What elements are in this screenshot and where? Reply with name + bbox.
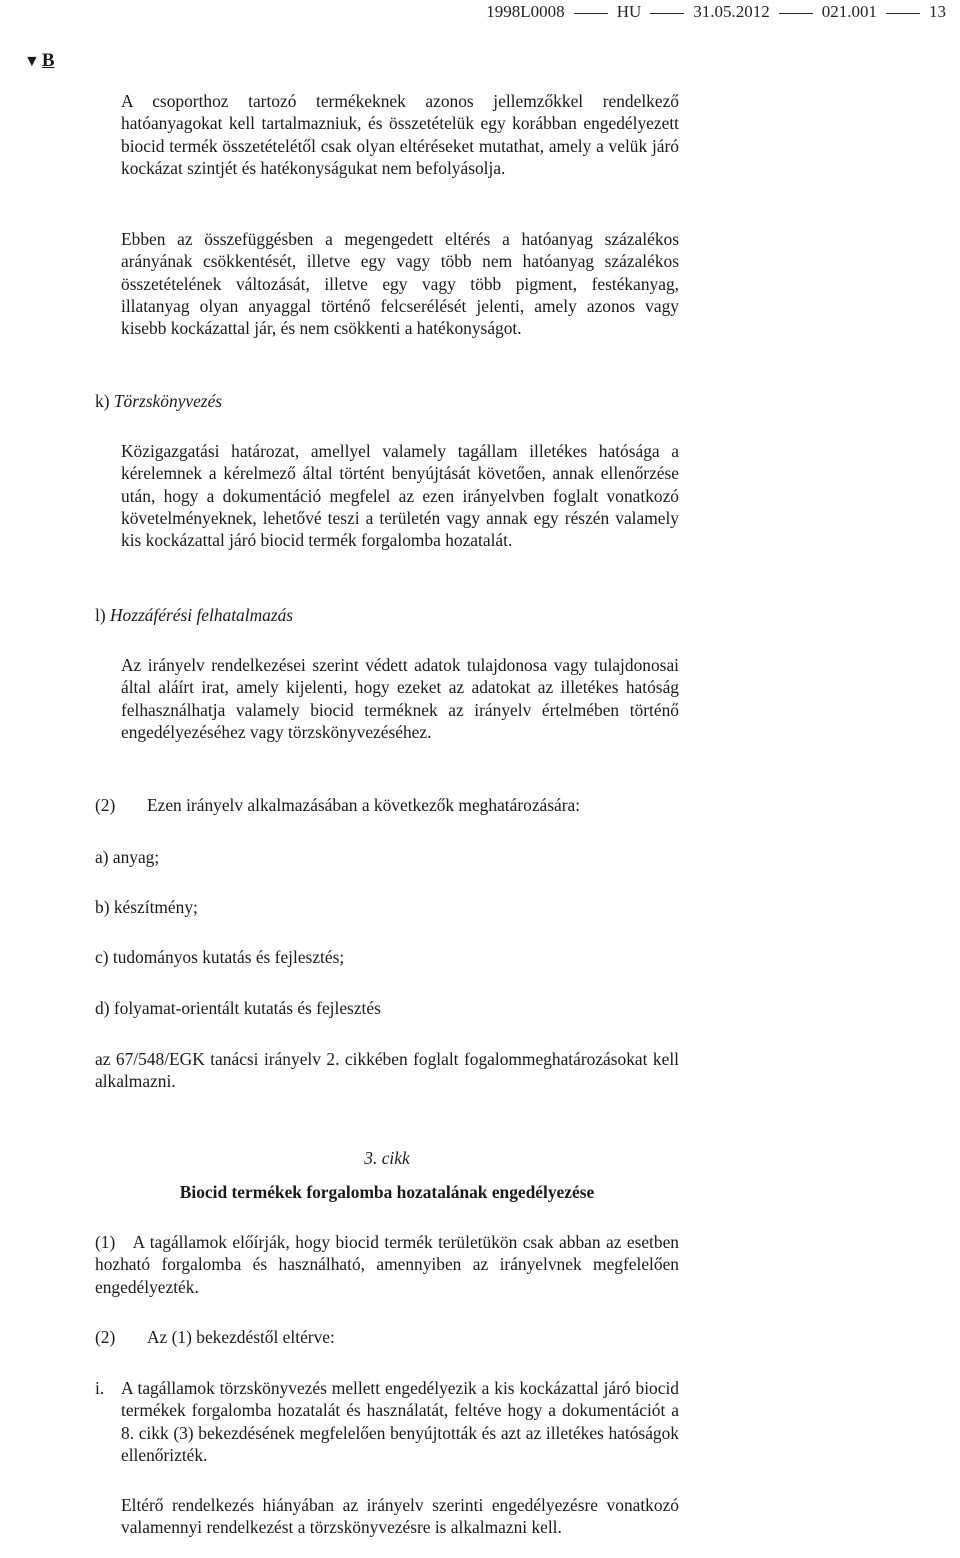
closing-paragraph: az 67/548/EGK tanácsi irányelv 2. cikkében foglalt fogalommeghatározásokat kell alkalmazni. xyxy=(95,1049,679,1092)
article-paragraph-1: (1) A tagállamok előírják, hogy biocid termék területükön csak abban az esetben hozható forgalomba és használható, amennyiben az irányelvnek megfelelően engedélyezték. xyxy=(95,1232,679,1297)
paragraph-permitted-deviation: Ebben az összefüggésben a megengedett eltérés a hatóanyag százalékos arányának csökkentését, illetve egy vagy több nem hatóanyag százalékos összetételének változását, illetve egy vagy több pigment, festékanyag, illatanyag olyan anyaggal történő felcserélését jelenti, amely azonos vagy kisebb kockázattal jár, és nem csökkenti a hatékonyságot. xyxy=(121,229,679,339)
section-2-intro xyxy=(95,794,580,816)
list-item: c) tudományos kutatás és fejlesztés; xyxy=(95,947,345,967)
version-number: 021.001 xyxy=(821,2,877,21)
article-title: Biocid termékek forgalomba hozatalának engedélyezése xyxy=(179,1182,595,1202)
list-item: d) folyamat-orientált kutatás és fejlesztés xyxy=(95,998,381,1018)
paragraph-group-criteria: A csoporthoz tartozó termékeknek azonos jellemzőkkel rendelkező hatóanyagokat kell tartalmazniuk, és összetételük egy korábban engedélyezett biocid termék összetételétől csak olyan eltéréseket mutathat, amely a velük járó kockázat szintjét és hatékonyságukat nem befolyásolja. xyxy=(121,91,679,178)
language-code: HU xyxy=(616,2,642,21)
item-i-label: i. xyxy=(95,1378,105,1398)
item-i-text: A tagállamok törzskönyvezés mellett engedélyezik a kis kockázattal járó biocid termékek forgalomba hozatalát és használatát, feltéve hogy a dokumentációt a 8. cikk (3) bekezdésének megfelelően benyújtották és azt az illetékes hatóságok ellenőrizték. xyxy=(121,1378,679,1465)
definition-k-text: Közigazgatási határozat, amellyel valamely tagállam illetékes hatósága a kérelemnek a kérelmező által történt benyújtását követően, annak ellenőrzése után, hogy a dokumentáció megfelel az ezen irányelvben foglalt vonatkozó követelményeknek, lehetővé teszi a területén vagy annak egy részén valamely kis kockázattal járó biocid termék forgalomba hozatalát. xyxy=(121,441,679,551)
celex-number: 1998L0008 xyxy=(486,2,565,21)
article-paragraph-2-number: (2) xyxy=(95,1327,116,1347)
article-paragraph-2-text: Az (1) bekezdéstől eltérve: xyxy=(147,1327,335,1347)
definition-l-text: Az irányelv rendelkezései szerint védett adatok tulajdonosa vagy tulajdonosai által aláírt irat, amely kijelenti, hogy ezeket az adatokat az illetékes hatóság felhasználhatja valamely biocid terméknek az irányelv értelmében történő engedélyezéséhez vagy törzskönyvezéséhez. xyxy=(121,655,679,742)
section-2-number: (2) xyxy=(95,795,116,815)
section-2-text: Ezen irányelv alkalmazásában a következők meghatározására: xyxy=(147,795,581,815)
amendment-marker xyxy=(24,50,55,72)
page-number: 13 xyxy=(929,2,946,21)
list-item: a) anyag; xyxy=(95,847,160,867)
triangle-down-icon: ▼ xyxy=(24,53,40,70)
definition-k-label: k) xyxy=(95,391,110,411)
consolidation-date: 31.05.2012 xyxy=(693,2,770,21)
page-header xyxy=(486,2,946,22)
amendment-marker-label: B xyxy=(41,50,55,71)
article-paragraph-2-intro xyxy=(95,1326,335,1348)
definition-k-title: Törzskönyvezés xyxy=(113,391,223,411)
definition-k-heading xyxy=(95,390,222,412)
list-item: b) készítmény; xyxy=(95,897,198,917)
definition-l-label: l) xyxy=(95,605,106,625)
definition-l-title: Hozzáférési felhatalmazás xyxy=(109,605,294,625)
definition-l-heading xyxy=(95,604,293,626)
article-number: 3. cikk xyxy=(364,1148,410,1168)
item-i-text-continued: Eltérő rendelkezés hiányában az irányelv szerinti engedélyezésre vonatkozó valamennyi rendelkezést a törzskönyvezésre is alkalmazni kell. xyxy=(121,1495,679,1538)
